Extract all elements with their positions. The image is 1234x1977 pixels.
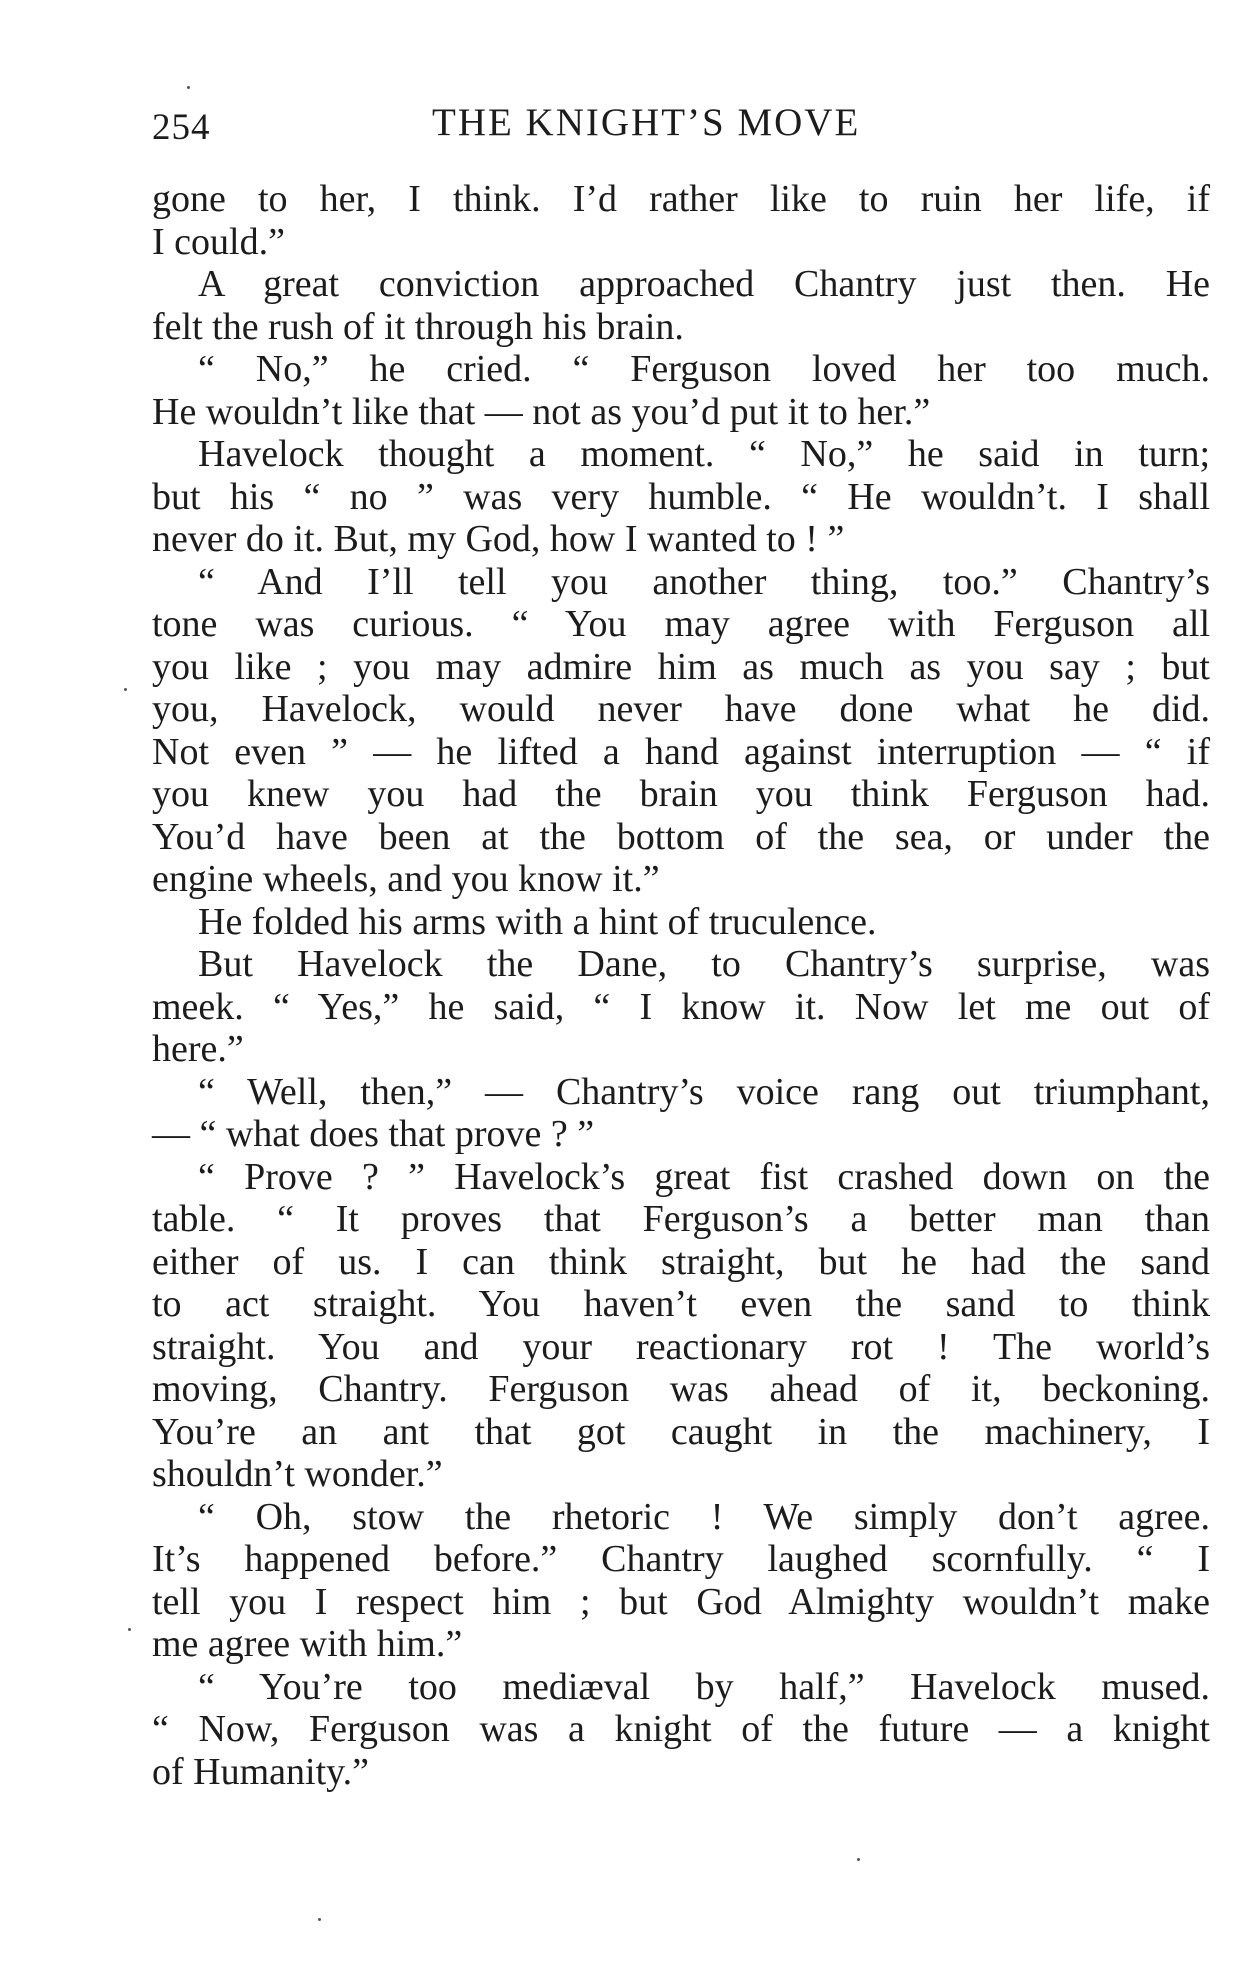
text-line: meek. “ Yes,” he said, “ I know it. Now let me out of xyxy=(152,985,1210,1028)
text-line: engine wheels, and you know it.” xyxy=(152,858,660,900)
text-line: “ No,” he cried. “ Ferguson loved her too much. xyxy=(198,348,1210,390)
text-line: He wouldn’t like that — not as you’d put it to her.” xyxy=(152,390,931,433)
text-line: You’d have been at the bottom of the sea, or under the xyxy=(152,815,1210,858)
text-line: tell you I respect him ; but God Almighty wouldn’t make xyxy=(152,1580,1210,1623)
text-line: But Havelock the Dane, to Chantry’s surprise, was xyxy=(198,943,1210,985)
page-number: 254 xyxy=(152,107,211,148)
text-line: straight. You and your reactionary rot ! The world’s xyxy=(152,1325,1210,1368)
text-line: “ You’re too mediæval by half,” Havelock mused. xyxy=(198,1665,1210,1708)
text-line: here.” xyxy=(152,1028,244,1070)
paper-speck xyxy=(857,1858,860,1861)
text-line: moving, Chantry. Ferguson was ahead of it, beckoning. xyxy=(152,1368,1210,1410)
text-line: A great conviction approached Chantry just then. He xyxy=(198,263,1210,305)
text-line: “ Now, Ferguson was a knight of the future — a knight xyxy=(152,1708,1210,1750)
text-line: I could.” xyxy=(152,220,285,263)
text-line: You’re an ant that got caught in the machinery, I xyxy=(152,1410,1210,1453)
text-line: — “ what does that prove ? ” xyxy=(152,1113,595,1155)
text-line: Havelock thought a moment. “ No,” he said in turn; xyxy=(198,433,1210,475)
text-line: “ Prove ? ” Havelock’s great fist crashed down on the xyxy=(198,1155,1210,1198)
text-line: felt the rush of it through his brain. xyxy=(152,305,684,348)
text-line: “ Oh, stow the rhetoric ! We simply don’t agree. xyxy=(198,1495,1210,1538)
paper-speck xyxy=(124,688,127,691)
running-title: THE KNIGHT’S MOVE xyxy=(432,101,861,144)
text-line: tone was curious. “ You may agree with Ferguson all xyxy=(152,603,1210,645)
text-line: Not even ” — he lifted a hand against interruption — “ if xyxy=(152,730,1210,773)
text-line: He folded his arms with a hint of truculence. xyxy=(198,900,877,943)
text-line: to act straight. You haven’t even the sand to think xyxy=(152,1283,1210,1325)
text-line: but his “ no ” was very humble. “ He wouldn’t. I shall xyxy=(152,475,1210,518)
text-line: me agree with him.” xyxy=(152,1623,463,1665)
page-header xyxy=(152,100,1210,156)
paper-speck xyxy=(318,1918,321,1921)
text-line: table. “ It proves that Ferguson’s a better man than xyxy=(152,1198,1210,1240)
text-line: you like ; you may admire him as much as you say ; but xyxy=(152,645,1210,688)
text-line: either of us. I can think straight, but he had the sand xyxy=(152,1240,1210,1283)
text-line: It’s happened before.” Chantry laughed scornfully. “ I xyxy=(152,1538,1210,1580)
text-line: you, Havelock, would never have done what he did. xyxy=(152,688,1210,730)
body-text xyxy=(152,178,1210,1793)
text-line: “ Well, then,” — Chantry’s voice rang out triumphant, xyxy=(198,1070,1210,1113)
text-line: “ And I’ll tell you another thing, too.” Chantry’s xyxy=(198,560,1210,603)
paper-speck xyxy=(128,1628,131,1631)
text-line: never do it. But, my God, how I wanted to ! ” xyxy=(152,518,845,560)
text-line: shouldn’t wonder.” xyxy=(152,1453,443,1495)
paper-speck xyxy=(187,86,190,89)
text-line: gone to her, I think. I’d rather like to ruin her life, if xyxy=(152,178,1210,220)
text-line: you knew you had the brain you think Ferguson had. xyxy=(152,773,1210,815)
text-line: of Humanity.” xyxy=(152,1750,370,1793)
